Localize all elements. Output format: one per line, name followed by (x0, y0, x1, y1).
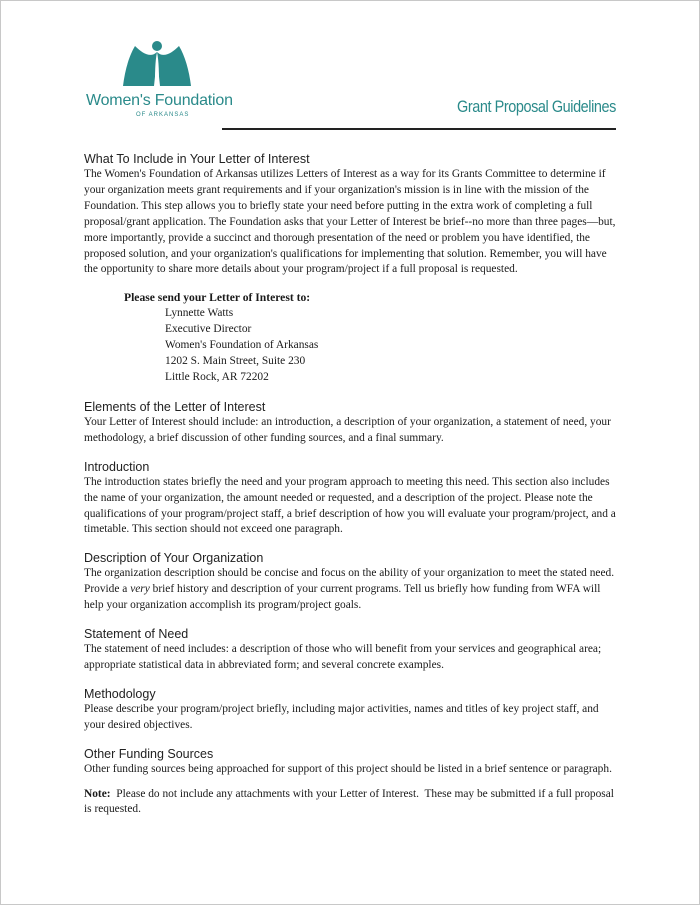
section-what-to-include (84, 152, 616, 278)
section-heading: What To Include in Your Letter of Interest (84, 152, 310, 166)
body-text: The organization description should be concise and focus on the ability of your organization to meet the stated need. Provide a (84, 567, 615, 596)
address-name: Lynnette Watts (165, 307, 234, 320)
header-rule (222, 128, 616, 130)
address-city: Little Rock, AR 72202 (165, 370, 269, 383)
note-label: Note: (84, 787, 111, 800)
section-methodology (84, 687, 616, 734)
section-heading: Elements of the Letter of Interest (84, 399, 266, 414)
section-heading: Description of Your Organization (84, 551, 264, 566)
section-heading: Statement of Need (84, 627, 189, 642)
send-to-title: Please send your Letter of Interest to: (124, 291, 311, 305)
section-body: The statement of need includes: a description of those who will benefit from your services and geographical area; appropriate statistical data in abbreviated form; and several concrete examples. (84, 643, 602, 671)
address-title: Executive Director (165, 323, 252, 336)
address-org: Women's Foundation of Arkansas (165, 339, 319, 352)
section-body: Other funding sources being approached for support of this project should be listed in a brief sentence or paragraph. (84, 762, 612, 775)
section-elements (84, 400, 616, 447)
note-paragraph (84, 787, 616, 819)
send-to-block (124, 290, 616, 386)
section-body: Your Letter of Interest should include: an introduction, a description of your organization, a statement of need, your methodology, a brief discussion of other funding sources, and a final summary. (84, 415, 611, 444)
document-body (84, 152, 616, 831)
section-body: Please describe your program/project briefly, including major activities, names and titles of key project staff, and your desired objectives. (84, 702, 599, 731)
section-body: The Women's Foundation of Arkansas utilizes Letters of Interest as a way for its Grants Committee to determine if your organization meets grant requirements and if your organization's mission is in line with the mission of the Foundation. This step allows you to briefly state your need before putting in the extra work of completing a full proposal/grant application. The Foundation asks that your Letter of Interest be brief--no more than three pages—but, more importantly, provide a succinct and thorough presentation of the need or problem you have identified, the proposed solution, and your organization's qualifications for implementing that solution. Remember, you will have the opportunity to share more details about your program/project if a full proposal is requested. (84, 168, 616, 276)
section-statement-of-need (84, 627, 616, 674)
body-text: brief history and description of your current programs. Tell us briefly how funding from WFA will help your organization accomplish its program/project goals. (84, 583, 601, 612)
logo-figure-icon (121, 40, 193, 88)
section-body: The introduction states briefly the need and your program approach to meeting this need. This section also includes the name of your organization, the amount needed or requested, and a description of the project. Please note the qualifications of your program/project staff, a brief description of how you will evaluate your program/project, and a timetable. This section should not exceed one paragraph. (84, 475, 616, 536)
section-heading: Methodology (84, 686, 156, 701)
section-body (84, 566, 616, 614)
document-title: Grant Proposal Guidelines (457, 97, 616, 116)
logo-org-sub: OF ARKANSAS (136, 112, 190, 118)
section-other-funding (84, 747, 616, 778)
section-note (84, 787, 616, 819)
logo-org-name: Women's Foundation (86, 92, 233, 109)
section-description (84, 551, 616, 614)
section-introduction (84, 460, 616, 539)
emphasis-text: very (130, 583, 150, 596)
note-body: Please do not include any attachments with your Letter of Interest. These may be submitted if a full proposal is requested. (84, 787, 617, 816)
address-street: 1202 S. Main Street, Suite 230 (165, 355, 306, 368)
section-heading: Introduction (84, 459, 150, 474)
logo (86, 40, 236, 130)
section-heading: Other Funding Sources (84, 746, 214, 761)
